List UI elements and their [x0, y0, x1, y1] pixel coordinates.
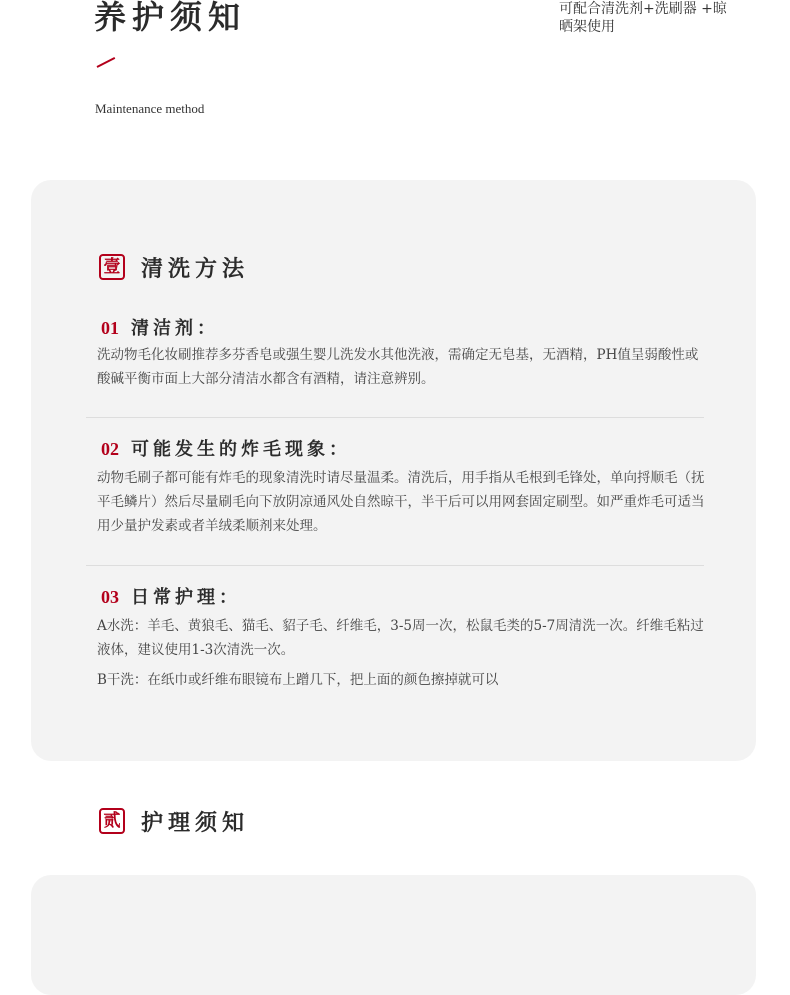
item-header-daily-care — [101, 583, 241, 609]
seal-icon: 壹 — [99, 254, 125, 280]
item-number: 01 — [101, 318, 119, 338]
divider — [86, 417, 704, 418]
item-title: 清洁剂： — [131, 318, 219, 339]
page-title: 养护须知 — [94, 0, 247, 36]
care-panel — [31, 875, 756, 995]
item-header-frizz — [101, 435, 351, 461]
section-title: 清洗方法 — [141, 255, 250, 282]
item-paragraph: 洗动物毛化妆刷推荐多芬香皂或强生婴儿洗发水其他洗液，需确定无皂基，无酒精，PH值呈弱酸性或酸碱平衡市面上大部分清洁水都含有酒精，请注意辨别。 — [97, 347, 699, 387]
accent-slash — [97, 57, 116, 68]
item-number: 02 — [101, 439, 119, 459]
seal-icon: 贰 — [99, 808, 125, 834]
item-title: 日常护理： — [131, 587, 241, 608]
divider — [86, 565, 704, 566]
usage-note: 可配合清洗剂+洗刷器 +晾晒架使用 — [559, 1, 727, 35]
section-header-care — [99, 806, 249, 836]
item-title: 可能发生的炸毛现象： — [131, 439, 351, 460]
item-header-detergent — [101, 314, 219, 340]
item-paragraph: 动物毛刷子都可能有炸毛的现象清洗时请尽量温柔。清洗后，用手指从毛根到毛锋处，单向捋顺毛（抚平毛鳞片）然后尽量刷毛向下放阴凉通风处自然晾干，半干后可以用网套固定刷型。如严重炸毛可适当用少量护发素或者羊绒柔顺剂来处理。 — [97, 470, 705, 534]
section-title: 护理须知 — [141, 809, 250, 836]
page-subtitle: Maintenance method — [95, 101, 205, 116]
item-paragraph: B干洗：在纸巾或纤维布眼镜布上蹭几下，把上面的颜色擦掉就可以 — [97, 672, 499, 688]
item-number: 03 — [101, 587, 119, 607]
item-paragraph: A水洗：羊毛、黄狼毛、猫毛、貂子毛、纤维毛，3-5周一次，松鼠毛类的5-7周清洗一次。纤维毛粘过液体，建议使用1-3次清洗一次。 — [97, 618, 704, 658]
section-header-cleaning — [99, 252, 249, 282]
